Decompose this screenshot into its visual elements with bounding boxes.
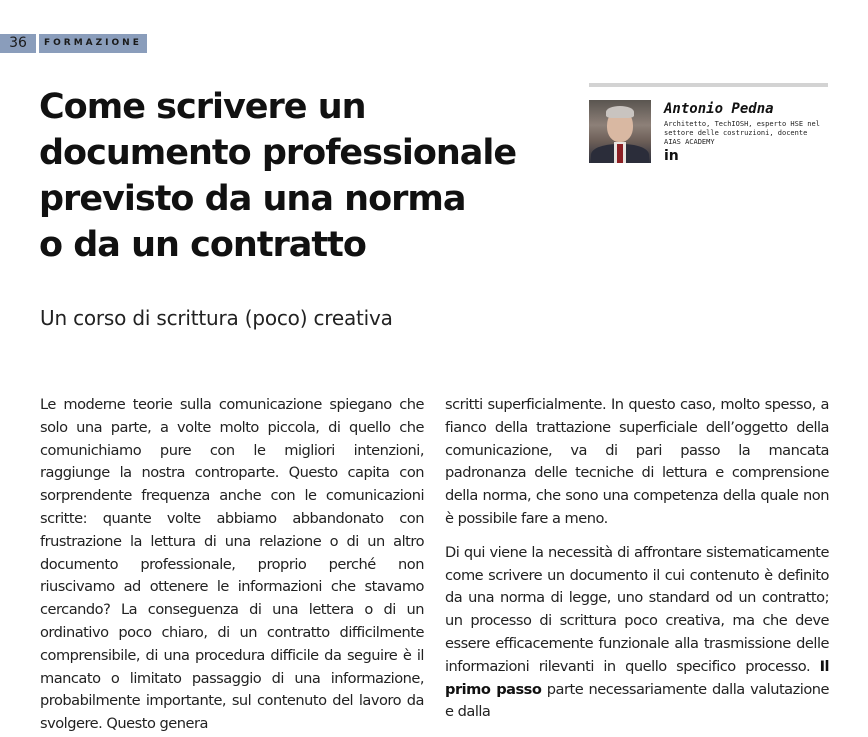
body-text: parte necessariamente dalla valutazione e dalla [445,680,829,721]
page-number: 36 [0,34,36,53]
article-subtitle: Un corso di scrittura (poco) creativa [40,306,393,330]
author-description [664,120,829,147]
title-line: previsto da una norma [39,179,466,219]
author-description-line: settore delle costruzioni, docente [664,129,808,137]
section-label: FORMAZIONE [39,34,147,53]
body-column-left [40,394,424,736]
title-line: documento professionale [39,133,517,173]
body-text: Di qui viene la necessità di affrontare sistematicamente come scrivere un documento il cui contenuto è definito da una norma di legge, uno standard od un contratto; un processo di scrittura poco creativa, ma che deve essere efficacemente funzionale alla trasmissione delle informazioni rilevanti in quello specifico processo. [445,543,829,675]
page-header [0,34,147,53]
body-column-right [445,394,829,724]
body-paragraph: Le moderne teorie sulla comunicazione spiegano che solo una parte, a volte molto piccola, di quello che comunichiamo pure con le migliori intenzioni, raggiunge la nostra controparte. Questo capita con sorprendente frequenza anche con le comunicazioni scritte: quante volte abbiamo abbandonato con frustrazione la lettura di una relazione o di un altro documento professionale, proprio perché non riuscivamo ad ottenere le informazioni che stavamo cercando? La conseguenza di una lettera o di un ordinativo poco chiaro, di un contratto difficilmente comprensibile, di una procedura difficile da seguire è il mancato o limitato passaggio di una informazione, probabilmente importante, sul contenuto del lavoro da svolgere. Questo genera [40,396,424,733]
author-photo [589,100,651,163]
author-name: Antonio Pedna [664,101,774,117]
linkedin-icon[interactable]: in [664,148,679,164]
author-divider [589,83,828,87]
body-emphasis: Il primo passo [445,657,830,698]
article-title [39,84,559,268]
body-paragraph: scritti superficialmente. In questo caso, molto spesso, a fianco della trattazione superficiale dell’oggetto della comunicazione, va di pari passo la mancata padronanza delle tecniche di lettura e comprensione della norma, che sono una competenza della quale non è possibile fare a meno. [445,396,829,527]
author-description-line: AIAS ACADEMY [664,138,715,146]
body-paragraph [445,542,829,724]
title-line: o da un contratto [39,225,366,265]
title-line: Come scrivere un [39,87,366,127]
author-description-line: Architetto, TechIOSH, esperto HSE nel [664,120,820,128]
